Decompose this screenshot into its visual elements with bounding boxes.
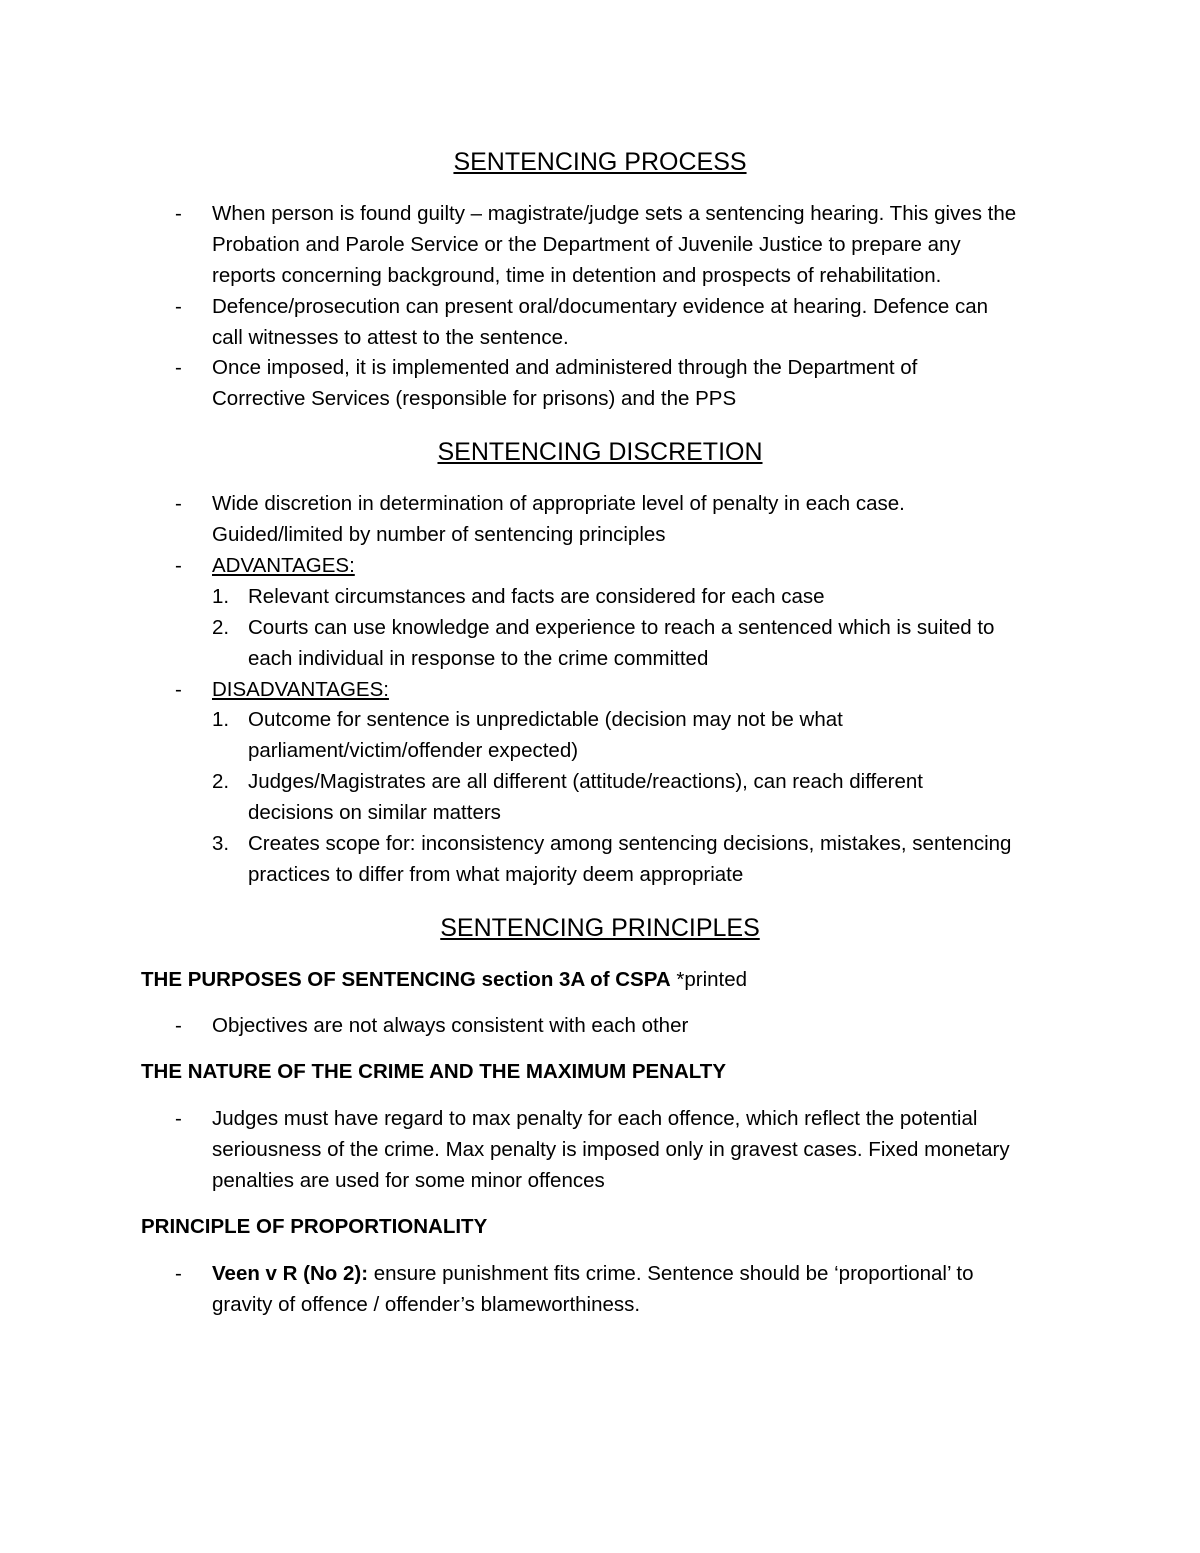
list-item-line: Creates scope for: inconsistency among sentencing decisions, mistakes, sentencing (248, 832, 1012, 855)
subheading-purposes (141, 967, 747, 993)
subheading-bold-text: THE PURPOSES OF SENTENCING section 3A of CSPA (141, 968, 671, 991)
paragraph-line: reports concerning background, time in detention and prospects of rehabilitation. (212, 264, 942, 287)
bullet-dash: - (175, 678, 182, 701)
case-citation: Veen v R (No 2): (212, 1262, 369, 1285)
list-item-line: Courts can use knowledge and experience to reach a sentenced which is suited to (248, 616, 995, 639)
list-number: 3. (212, 832, 230, 855)
list-item-line: parliament/victim/offender expected) (248, 739, 579, 762)
list-number: 1. (212, 585, 230, 608)
list-item-line: Judges/Magistrates are all different (attitude/reactions), can reach different (248, 770, 923, 793)
paragraph-line: When person is found guilty – magistrate/judge sets a sentencing hearing. This gives the (212, 202, 1017, 225)
subheading-nature-of-crime: THE NATURE OF THE CRIME AND THE MAXIMUM PENALTY (141, 1060, 726, 1083)
paragraph-line: Corrective Services (responsible for prisons) and the PPS (212, 387, 737, 410)
list-number: 1. (212, 708, 230, 731)
subheading-proportionality: PRINCIPLE OF PROPORTIONALITY (141, 1215, 488, 1238)
paragraph-line: Probation and Parole Service or the Department of Juvenile Justice to prepare any (212, 233, 961, 256)
bullet-dash: - (175, 356, 182, 379)
disadvantages-label: DISADVANTAGES: (212, 678, 389, 701)
subheading-note: *printed (670, 968, 748, 991)
paragraph-line: Defence/prosecution can present oral/documentary evidence at hearing. Defence can (212, 295, 989, 318)
paragraph-line (212, 1261, 974, 1287)
list-item-line: practices to differ from what majority deem appropriate (248, 863, 744, 886)
paragraph-line: gravity of offence / offender’s blameworthiness. (212, 1293, 641, 1316)
list-number: 2. (212, 770, 230, 793)
bullet-dash: - (175, 492, 182, 515)
heading-sentencing-discretion: SENTENCING DISCRETION (437, 438, 763, 466)
paragraph-line: Once imposed, it is implemented and administered through the Department of (212, 356, 918, 379)
bullet-dash: - (175, 1262, 182, 1285)
list-item-line: decisions on similar matters (248, 801, 501, 824)
paragraph-line: seriousness of the crime. Max penalty is imposed only in gravest cases. Fixed monetary (212, 1138, 1010, 1161)
bullet-dash: - (175, 1107, 182, 1130)
list-item-line: each individual in response to the crime committed (248, 647, 709, 670)
citation-text: ensure punishment fits crime. Sentence should be ‘proportional’ to (368, 1262, 974, 1285)
paragraph-line: Wide discretion in determination of appropriate level of penalty in each case. (212, 492, 905, 515)
bullet-dash: - (175, 295, 182, 318)
paragraph-line: call witnesses to attest to the sentence. (212, 326, 569, 349)
bullet-dash: - (175, 554, 182, 577)
advantages-label: ADVANTAGES: (212, 554, 355, 577)
paragraph-line: Guided/limited by number of sentencing principles (212, 523, 666, 546)
bullet-dash: - (175, 202, 182, 225)
list-number: 2. (212, 616, 230, 639)
paragraph-line: Judges must have regard to max penalty for each offence, which reflect the potential (212, 1107, 978, 1130)
list-item-line: Outcome for sentence is unpredictable (decision may not be what (248, 708, 843, 731)
list-item-line: Relevant circumstances and facts are considered for each case (248, 585, 825, 608)
heading-sentencing-process: SENTENCING PROCESS (453, 148, 747, 176)
bullet-dash: - (175, 1014, 182, 1037)
heading-sentencing-principles: SENTENCING PRINCIPLES (440, 914, 760, 942)
paragraph-line: Objectives are not always consistent with each other (212, 1014, 689, 1037)
paragraph-line: penalties are used for some minor offences (212, 1169, 605, 1192)
